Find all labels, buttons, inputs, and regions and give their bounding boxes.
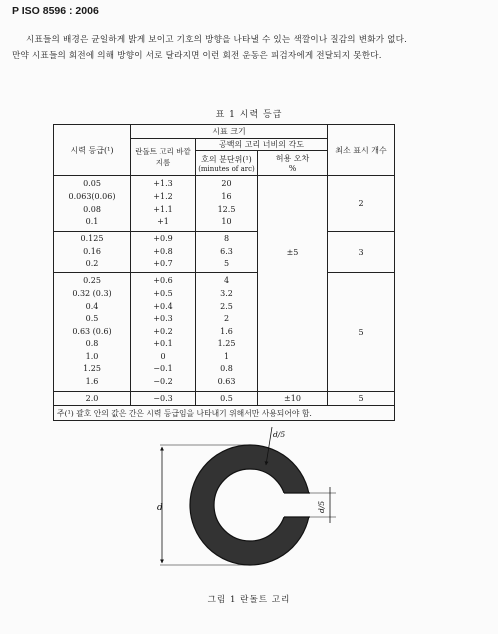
log-value: +0.9	[153, 234, 173, 244]
grade-value: 0.32 (0.3)	[72, 288, 112, 298]
header-tolerance-label: 허용 오차	[275, 154, 310, 163]
minutes-value: 0.5	[196, 392, 258, 406]
tolerance-value: ±10	[258, 392, 328, 406]
minutes-value: 3.2	[220, 288, 233, 298]
log-value: −0.3	[131, 392, 196, 406]
table-title: 표 1 시력 등급	[215, 110, 283, 120]
grade-cell	[54, 273, 131, 392]
header-grade: 시력 등급(¹)	[54, 125, 131, 176]
log-value: −0.2	[153, 377, 173, 387]
minutes-cell	[196, 273, 258, 392]
grade-value: 0.4	[85, 301, 99, 311]
tolerance-cell-main: ±5	[258, 232, 328, 273]
log-cell	[131, 232, 196, 273]
landolt-ring-figure	[140, 425, 390, 585]
minutes-value: 1	[223, 351, 230, 361]
header-angle-label: 호의 분단위(¹)	[201, 154, 252, 164]
header-optotype-size: 시표 크기	[131, 125, 328, 139]
min-count-cell: 2	[328, 176, 395, 232]
visual-acuity-table	[53, 124, 395, 421]
header-outer-size: 란돌트 고리 바깥 지름	[131, 139, 196, 176]
log-value: −0.1	[153, 364, 173, 374]
table-group-row-1	[54, 176, 395, 232]
minutes-value: 2.5	[220, 301, 233, 311]
header-angle-units: (minutes of arc)	[198, 164, 255, 173]
minutes-value: 20	[221, 179, 232, 189]
label-thickness: d/5	[273, 430, 286, 439]
min-count-value: 5	[328, 392, 395, 406]
log-value: +0.7	[153, 259, 173, 269]
min-count-cell: 3	[328, 232, 395, 273]
grade-value: 1.25	[83, 364, 101, 374]
grade-value: 2.0	[54, 392, 131, 406]
log-value: +1.2	[153, 191, 173, 201]
grade-value: 0.25	[83, 276, 101, 286]
grade-value: 1.0	[85, 351, 99, 361]
log-value: 0	[160, 351, 166, 361]
minutes-value: 0.8	[220, 364, 233, 374]
log-value: +0.4	[153, 301, 173, 311]
figure-caption: 그림 1 란돌트 고리	[207, 595, 291, 605]
header-tolerance-unit: %	[288, 164, 297, 173]
header-min-count: 최소 표시 개수	[328, 125, 395, 176]
grade-value: 0.2	[85, 259, 99, 269]
minutes-cell	[196, 176, 258, 232]
header-gap-size: 공백의 고리 너비의 각도	[196, 139, 328, 151]
minutes-value: 5	[223, 259, 230, 269]
minutes-cell	[196, 232, 258, 273]
minutes-value: 16	[221, 191, 232, 201]
grade-value: 0.63 (0.6)	[72, 326, 112, 336]
table-group-row-3	[54, 273, 395, 392]
header-tolerance	[258, 151, 328, 176]
grade-value: 0.08	[83, 204, 101, 214]
log-value: +0.5	[153, 288, 173, 298]
minutes-value: 10	[221, 217, 232, 227]
header-angle	[196, 151, 258, 176]
log-value: +0.6	[153, 276, 173, 286]
minutes-value: 6.3	[220, 246, 233, 256]
minutes-value: 1.6	[220, 326, 233, 336]
tolerance-cell	[258, 176, 328, 232]
grade-value: 0.125	[80, 234, 104, 244]
minutes-value: 2	[223, 314, 230, 324]
landolt-ring	[190, 445, 318, 565]
log-value: +0.2	[153, 326, 173, 336]
body-paragraph	[12, 32, 488, 64]
grade-value: 1.6	[85, 377, 99, 387]
minutes-value: 1.25	[217, 339, 236, 349]
grade-cell	[54, 176, 131, 232]
minutes-value: 8	[223, 234, 230, 244]
log-value: +1.1	[153, 204, 173, 214]
grade-cell	[54, 232, 131, 273]
minutes-value: 4	[223, 276, 230, 286]
log-value: +1	[157, 217, 169, 227]
min-count-cell: 5	[328, 273, 395, 392]
label-gap: d/5	[317, 500, 326, 513]
log-value: +0.8	[153, 246, 173, 256]
paragraph-line-1: 시표들의 배경은 균일하게 밝게 보이고 기호의 방향을 나타낼 수 있는 색깔이나 질감의 변화가 없다.	[26, 35, 408, 45]
table-group-row-2	[54, 232, 395, 273]
label-diameter: d	[157, 503, 163, 513]
tolerance-cell	[258, 273, 328, 392]
table-last-row	[54, 392, 395, 406]
log-value: +0.1	[153, 339, 173, 349]
grade-value: 0.1	[85, 217, 99, 227]
grade-value: 0.16	[83, 246, 101, 256]
log-value: +0.3	[153, 314, 173, 324]
grade-value: 0.8	[85, 339, 99, 349]
grade-value: 0.063(0.06)	[68, 191, 116, 201]
log-cell	[131, 273, 196, 392]
grade-value: 0.5	[85, 314, 99, 324]
minutes-value: 0.63	[217, 377, 236, 387]
grade-value: 0.05	[83, 179, 101, 189]
minutes-value: 12.5	[217, 204, 236, 214]
log-value: +1.3	[153, 179, 173, 189]
table-footnote: 주(¹) 괄호 안의 값은 간은 시력 등급임을 나타내기 위해서만 사용되어야 함.	[54, 406, 395, 421]
paragraph-line-2: 만약 시표들의 회전에 의해 방향이 서로 달라지면 이런 회전 운동은 피검자에게 전달되지 못한다.	[12, 51, 382, 61]
document-header: P ISO 8596 : 2006	[12, 5, 99, 17]
log-cell	[131, 176, 196, 232]
